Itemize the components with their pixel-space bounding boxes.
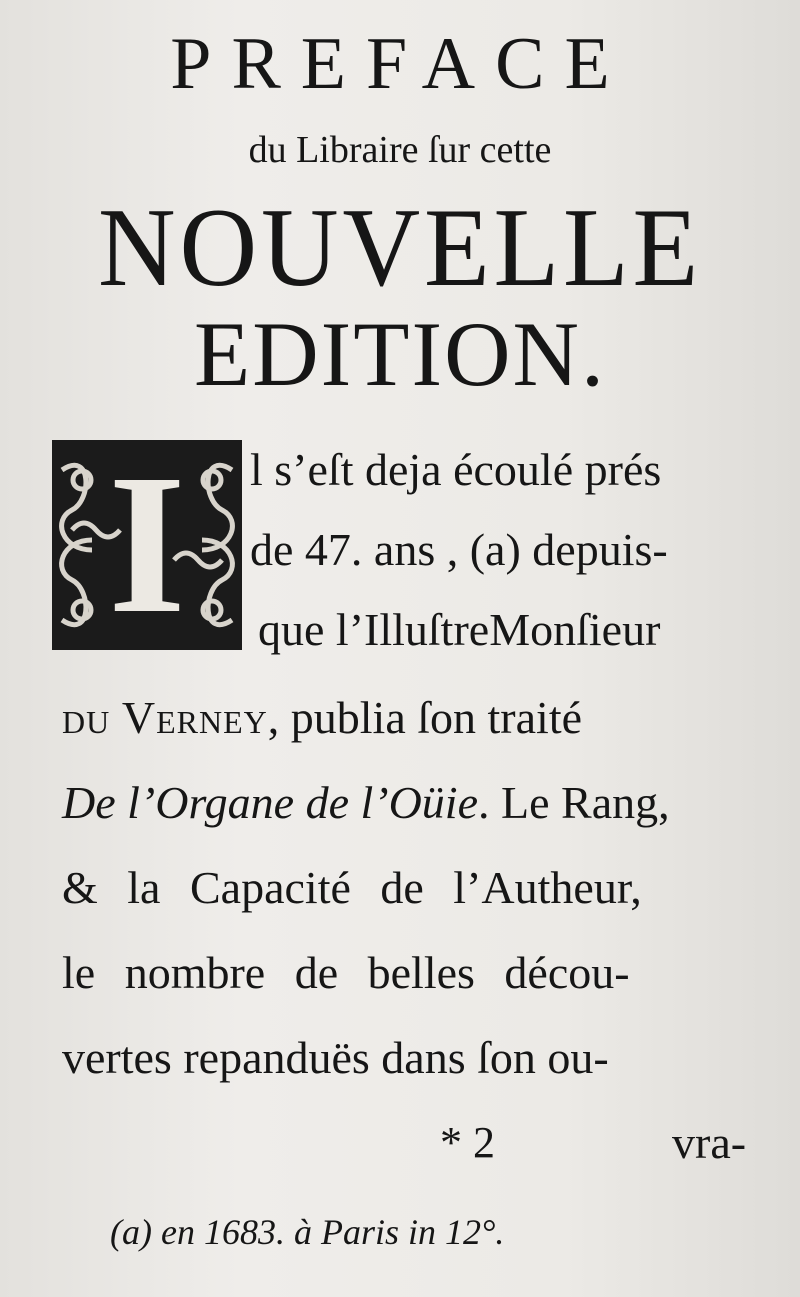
catchword: vra- xyxy=(672,1117,747,1168)
treatise-title: De l’Organe de l’Oüie xyxy=(62,777,478,828)
text-line-5-rest: . Le Rang, xyxy=(478,777,670,828)
text-line-6: & la Capacité de l’Autheur, xyxy=(62,862,642,913)
decorated-initial xyxy=(52,440,242,650)
initial-letter: I xyxy=(108,440,186,650)
footnote: (a) en 1683. à Paris in 12°. xyxy=(110,1212,505,1252)
page-title: PREFACE xyxy=(170,23,630,105)
author-name: du Verney xyxy=(62,692,268,743)
subtitle: du Libraire ſur cette xyxy=(248,129,552,171)
signature-mark: * 2 xyxy=(440,1118,495,1167)
text-line-4-rest: , publia ſon traité xyxy=(267,692,583,743)
text-line-4 xyxy=(62,690,742,746)
text-line-2-content: de 47. ans , (a) depuis- xyxy=(250,524,668,575)
text-line-8: vertes repanduës dans ſon ou- xyxy=(62,1032,609,1083)
text-line-3: que l’IlluſtreMonſieur xyxy=(258,604,661,655)
title-nouvelle: NOUVELLE xyxy=(97,186,703,310)
text-line-7: le nombre de belles décou- xyxy=(62,947,630,998)
text-line-2 xyxy=(250,522,740,578)
title-edition: EDITION. xyxy=(194,303,606,405)
text-line-5 xyxy=(62,775,762,831)
text-line-1: l s’eſt deja écoulé prés xyxy=(250,444,662,495)
